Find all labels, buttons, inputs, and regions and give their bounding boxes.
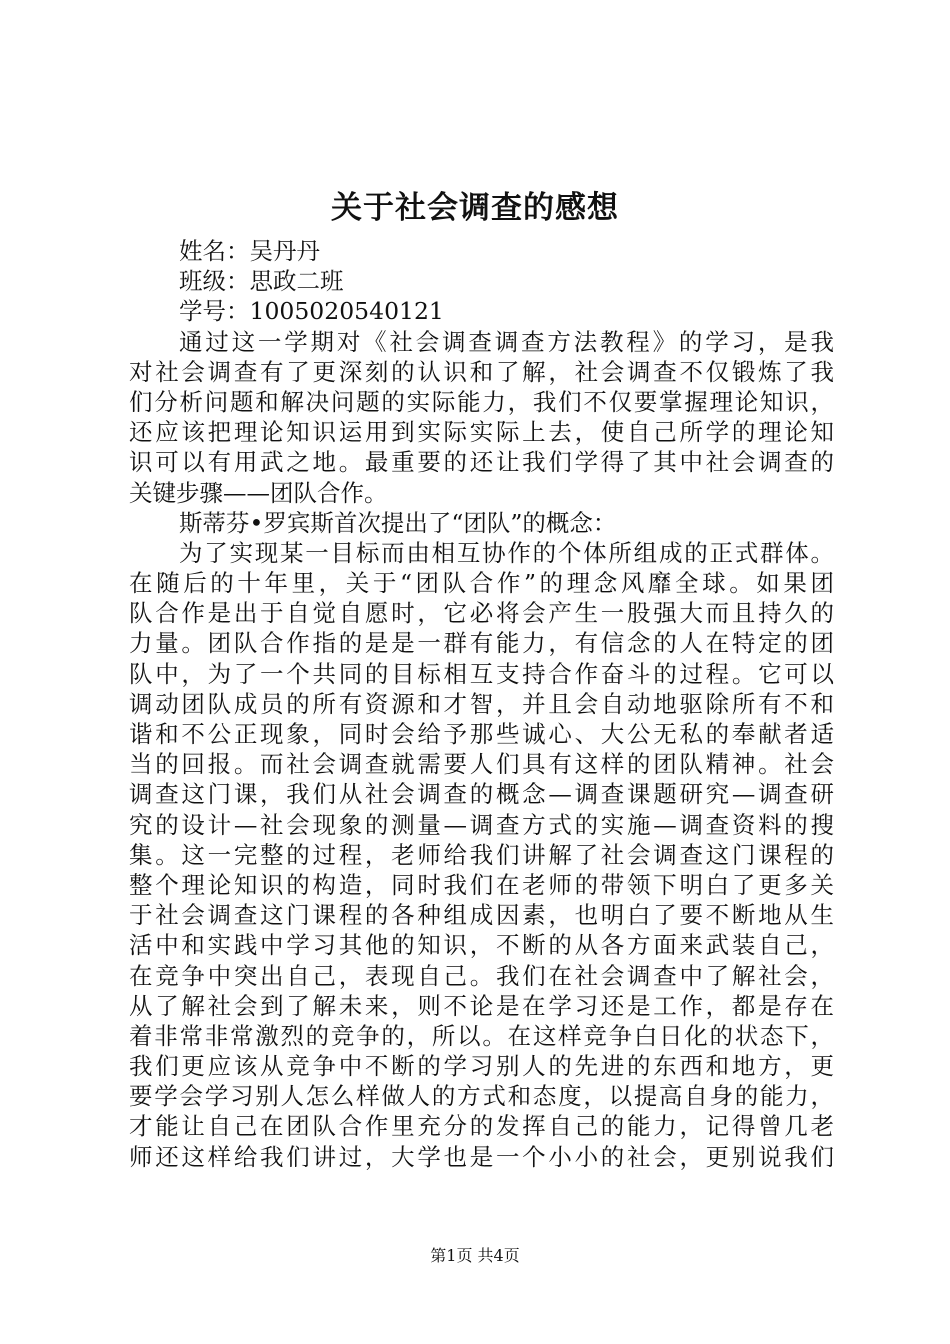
document-body xyxy=(129,236,834,1172)
paragraph-line: 要学会学习别人怎么样做人的方式和态度，以提高自身的能力， xyxy=(129,1082,834,1111)
paragraph-line: 在随后的十年里，关于“团队合作”的理念风靡全球。如果团 xyxy=(129,569,834,598)
paragraph-line: 通过这一学期对《社会调查调查方法教程》的学习，是我 xyxy=(179,327,834,356)
paragraph-line: 还应该把理论知识运用到实际实际上去，使自己所学的理论知 xyxy=(129,418,834,447)
paragraph-line: 为了实现某一目标而由相互协作的个体所组成的正式群体。 xyxy=(179,538,834,567)
paragraph-line: 究的设计—社会现象的测量—调查方式的实施—调查资料的搜 xyxy=(129,810,834,839)
paragraph-line: 对社会调查有了更深刻的认识和了解，社会调查不仅锻炼了我 xyxy=(129,357,834,386)
paragraph-line: 于社会调查这门课程的各种组成因素，也明白了要不断地从生 xyxy=(129,901,834,930)
paragraph-line: 队中，为了一个共同的目标相互支持合作奋斗的过程。它可以 xyxy=(129,659,834,688)
paragraph-line: 识可以有用武之地。最重要的还让我们学得了其中社会调查的 xyxy=(129,448,834,477)
info-class: 班级：思政二班 xyxy=(179,267,344,296)
paragraph-line: 关键步骤——团队合作。 xyxy=(129,478,388,507)
paragraph-line: 师还这样给我们讲过，大学也是一个小小的社会，更别说我们 xyxy=(129,1142,834,1171)
paragraph-line: 着非常非常激烈的竞争的，所以。在这样竞争白日化的状态下， xyxy=(129,1021,834,1050)
paragraph-line: 队合作是出于自觉自愿时，它必将会产生一股强大而且持久的 xyxy=(129,599,834,628)
document-title: 关于社会调查的感想 xyxy=(331,190,619,226)
paragraph-line: 当的回报。而社会调查就需要人们具有这样的团队精神。社会 xyxy=(129,750,834,779)
paragraph-line: 调查这门课，我们从社会调查的概念—调查课题研究—调查研 xyxy=(129,780,834,809)
paragraph-line: 从了解社会到了解未来，则不论是在学习还是工作，都是存在 xyxy=(129,991,834,1020)
paragraph-line: 调动团队成员的所有资源和才智，并且会自动地驱除所有不和 xyxy=(129,689,834,718)
page-footer: 第1页 共4页 xyxy=(430,1246,520,1265)
paragraph-line: 活中和实践中学习其他的知识，不断的从各方面来武装自己， xyxy=(129,931,834,960)
paragraph-line: 力量。团队合作指的是是一群有能力，有信念的人在特定的团 xyxy=(129,629,834,658)
paragraph-line: 整个理论知识的构造，同时我们在老师的带领下明白了更多关 xyxy=(129,870,834,899)
paragraph-line: 在竞争中突出自己，表现自己。我们在社会调查中了解社会， xyxy=(129,961,834,990)
paragraph-line: 谐和不公正现象，同时会给予那些诚心、大公无私的奉献者适 xyxy=(129,720,834,748)
paragraph-line: 我们更应该从竞争中不断的学习别人的先进的东西和地方，更 xyxy=(129,1052,834,1081)
paragraph-line: 斯蒂芬•罗宾斯首次提出了“团队”的概念： xyxy=(179,508,617,537)
info-name: 姓名：吴丹丹 xyxy=(179,237,320,265)
paragraph-line: 集。这一完整的过程，老师给我们讲解了社会调查这门课程的 xyxy=(129,840,834,869)
paragraph-line: 才能让自己在团队合作里充分的发挥自己的能力，记得曾几老 xyxy=(129,1112,834,1141)
info-student-id: 学号：1005020540121 xyxy=(179,297,444,326)
paragraph-line: 们分析问题和解决问题的实际能力，我们不仅要掌握理论知识， xyxy=(129,387,834,416)
